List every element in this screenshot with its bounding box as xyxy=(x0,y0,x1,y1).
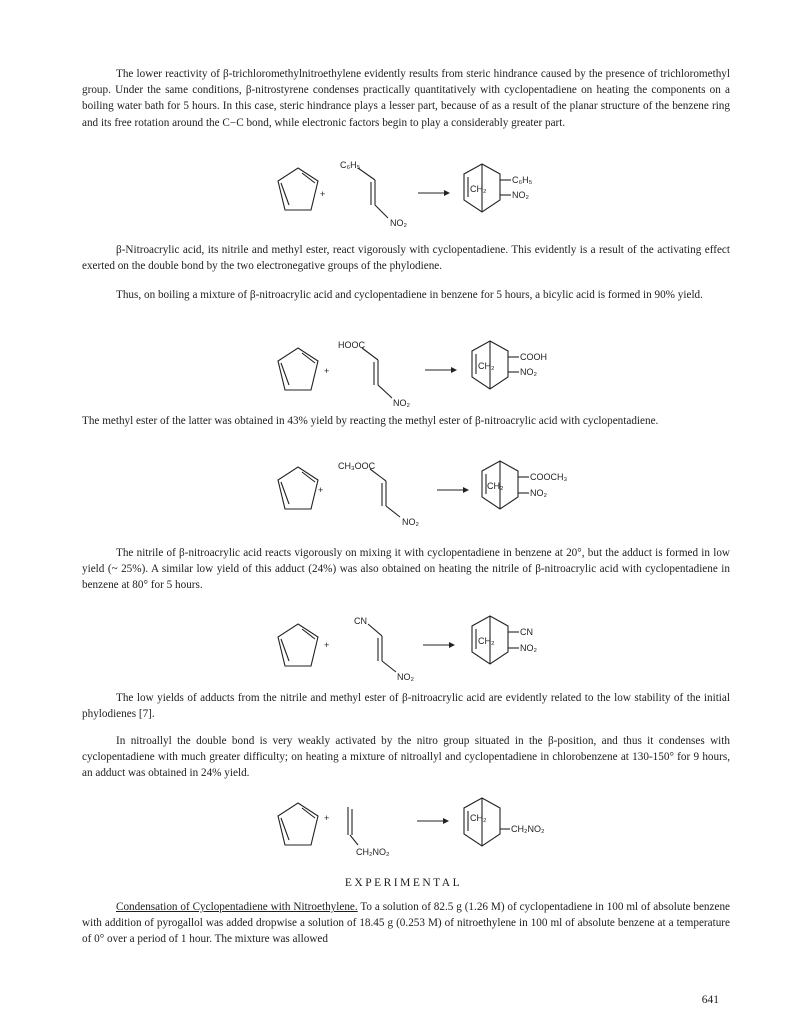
paragraph-nitroacrylic-acid: β-Nitroacrylic acid, its nitrile and methyl ester, react vigorously with cyclopentadiene. This evidently is a result of the activating effect exerted on the double bond by the two electronegative groups of the phylodiene. xyxy=(82,244,730,273)
bond-line xyxy=(350,835,358,845)
product-substituent-label: CH₂NO₂ xyxy=(511,824,545,834)
cyclopentadiene-ring xyxy=(278,624,318,666)
double-bond-line xyxy=(281,818,289,840)
nitro-label: NO₂ xyxy=(402,517,419,527)
cyclopentadiene-ring xyxy=(278,348,318,390)
experimental-text: To a solution of 82.5 g (1.26 M) of cyclopentadiene in 100 ml of absolute benzene with addition of pyrogallol was added dropwise a solution of 18.45 g (0.253 M) of nitroethylene in 100 ml of absolute benzene at a temperature of 0° over a period of 1 hour. The mixture was allowed xyxy=(82,901,731,946)
paragraph-low-yields: The low yields of adducts from the nitrile and methyl ester of β-nitroacrylic acid are evidently related to the low stability of the initial phylodienes [7]. xyxy=(82,692,730,721)
bond-line xyxy=(386,506,400,517)
product-substituent-label: COOH xyxy=(520,352,547,362)
reaction-scheme-nitroallyl xyxy=(0,795,807,865)
double-bond-line xyxy=(281,363,289,385)
substituent-label: C₆H₅ xyxy=(340,160,361,170)
arrow-head-icon xyxy=(451,367,457,373)
plus-sign: + xyxy=(318,485,324,495)
reaction-scheme-nitroacrylic-acid xyxy=(0,330,807,410)
product-substituent-label: C₆H₅ xyxy=(512,175,533,185)
reaction-scheme-methyl-ester xyxy=(0,455,807,535)
arrow-head-icon xyxy=(443,818,449,824)
bridge-label: CH₂ xyxy=(478,636,495,646)
bond-line xyxy=(368,624,382,636)
cyclopentadiene-ring xyxy=(278,467,318,509)
section-heading: EXPERIMENTAL xyxy=(344,877,463,889)
reaction-scheme-1-drawing xyxy=(0,150,807,230)
page-number: 641 xyxy=(701,994,719,1006)
product-nitro-label: NO₂ xyxy=(530,488,547,498)
arrow-head-icon xyxy=(444,190,450,196)
substituent-label: CH₃OOC xyxy=(338,461,376,471)
nitro-label: NO₂ xyxy=(393,398,410,408)
reagent-label: CH₂NO₂ xyxy=(356,847,390,857)
reaction-scheme-2-drawing xyxy=(0,330,807,410)
double-bond-line xyxy=(281,183,289,205)
paragraph-bicyclic-acid: Thus, on boiling a mixture of β-nitroacrylic acid and cyclopentadiene in benzene for 5 hours, a bicylic acid is formed in 90% yield. xyxy=(116,289,703,301)
bond-line xyxy=(358,168,375,180)
bond-line xyxy=(382,661,396,672)
nitro-label: NO₂ xyxy=(390,218,407,228)
paragraph-nitrile: The nitrile of β-nitroacrylic acid reacts vigorously on mixing it with cyclopentadiene in benzene at 20°, but the adduct is formed in low yield (~ 25%). A similar low yield of this adduct (24%) was also obtained on heating the nitrile of β-nitroacrylic acid with cyclopentadiene in benzene at 80° for 5 hours. xyxy=(82,547,730,592)
run-in-title: Condensation of Cyclopentadiene with Nitroethylene. xyxy=(116,901,358,913)
cyclopentadiene-ring xyxy=(278,803,318,845)
bond-line xyxy=(375,205,388,218)
bond-line xyxy=(378,385,392,398)
product-substituent-label: COOCH₃ xyxy=(530,472,568,482)
nitro-label: NO₂ xyxy=(397,672,414,682)
plus-sign: + xyxy=(320,189,326,199)
bridge-label: CH₂ xyxy=(478,361,495,371)
bridge-label: CH₂ xyxy=(470,813,487,823)
reaction-scheme-nitrostyrene xyxy=(0,150,807,230)
plus-sign: + xyxy=(324,640,330,650)
reaction-scheme-3-drawing xyxy=(0,455,807,535)
product-nitro-label: NO₂ xyxy=(512,190,529,200)
double-bond-line xyxy=(281,482,289,504)
reaction-scheme-5-drawing xyxy=(0,795,807,865)
paragraph-nitroallyl: In nitroallyl the double bond is very weakly activated by the nitro group situated in the β-position, and thus it condenses with cyclopentadiene with much greater difficulty; on heating a mixture of nitroallyl and cyclopentadiene in chlorobenzene at 130-150° for 9 hours, an adduct was obtained in 24% yield. xyxy=(82,735,730,780)
substituent-label: CN xyxy=(354,616,367,626)
bridge-label: CH₂ xyxy=(487,481,504,491)
product-substituent-label: CN xyxy=(520,627,533,637)
paragraph-steric-hindrance: The lower reactivity of β-trichloromethylnitroethylene evidently results from steric hindrance caused by the presence of trichloromethyl group. Under the same conditions, β-nitrostyrene condenses practically quantitatively with cyclopentadiene on heating the components on a boiling water bath for 5 hours. In this case, steric hindrance plays a lesser part, because of as a result of the planar structure of the benzene ring and its free rotation around the C−C bond, while electronic factors begin to play a considerably greater part. xyxy=(82,68,730,129)
double-bond-line xyxy=(281,639,289,661)
plus-sign: + xyxy=(324,813,330,823)
reaction-scheme-nitrile xyxy=(0,610,807,685)
paragraph-methyl-ester: The methyl ester of the latter was obtained in 43% yield by reacting the methyl ester of β-nitroacrylic acid with cyclopentadiene. xyxy=(82,415,659,427)
bridge-label: CH₂ xyxy=(470,184,487,194)
reaction-scheme-4-drawing xyxy=(0,610,807,685)
arrow-head-icon xyxy=(449,642,455,648)
plus-sign: + xyxy=(324,366,330,376)
substituent-label: HOOC xyxy=(338,340,365,350)
paragraph-experimental xyxy=(82,899,730,948)
arrow-head-icon xyxy=(463,487,469,493)
product-nitro-label: NO₂ xyxy=(520,367,537,377)
product-nitro-label: NO₂ xyxy=(520,643,537,653)
cyclopentadiene-ring xyxy=(278,168,318,210)
